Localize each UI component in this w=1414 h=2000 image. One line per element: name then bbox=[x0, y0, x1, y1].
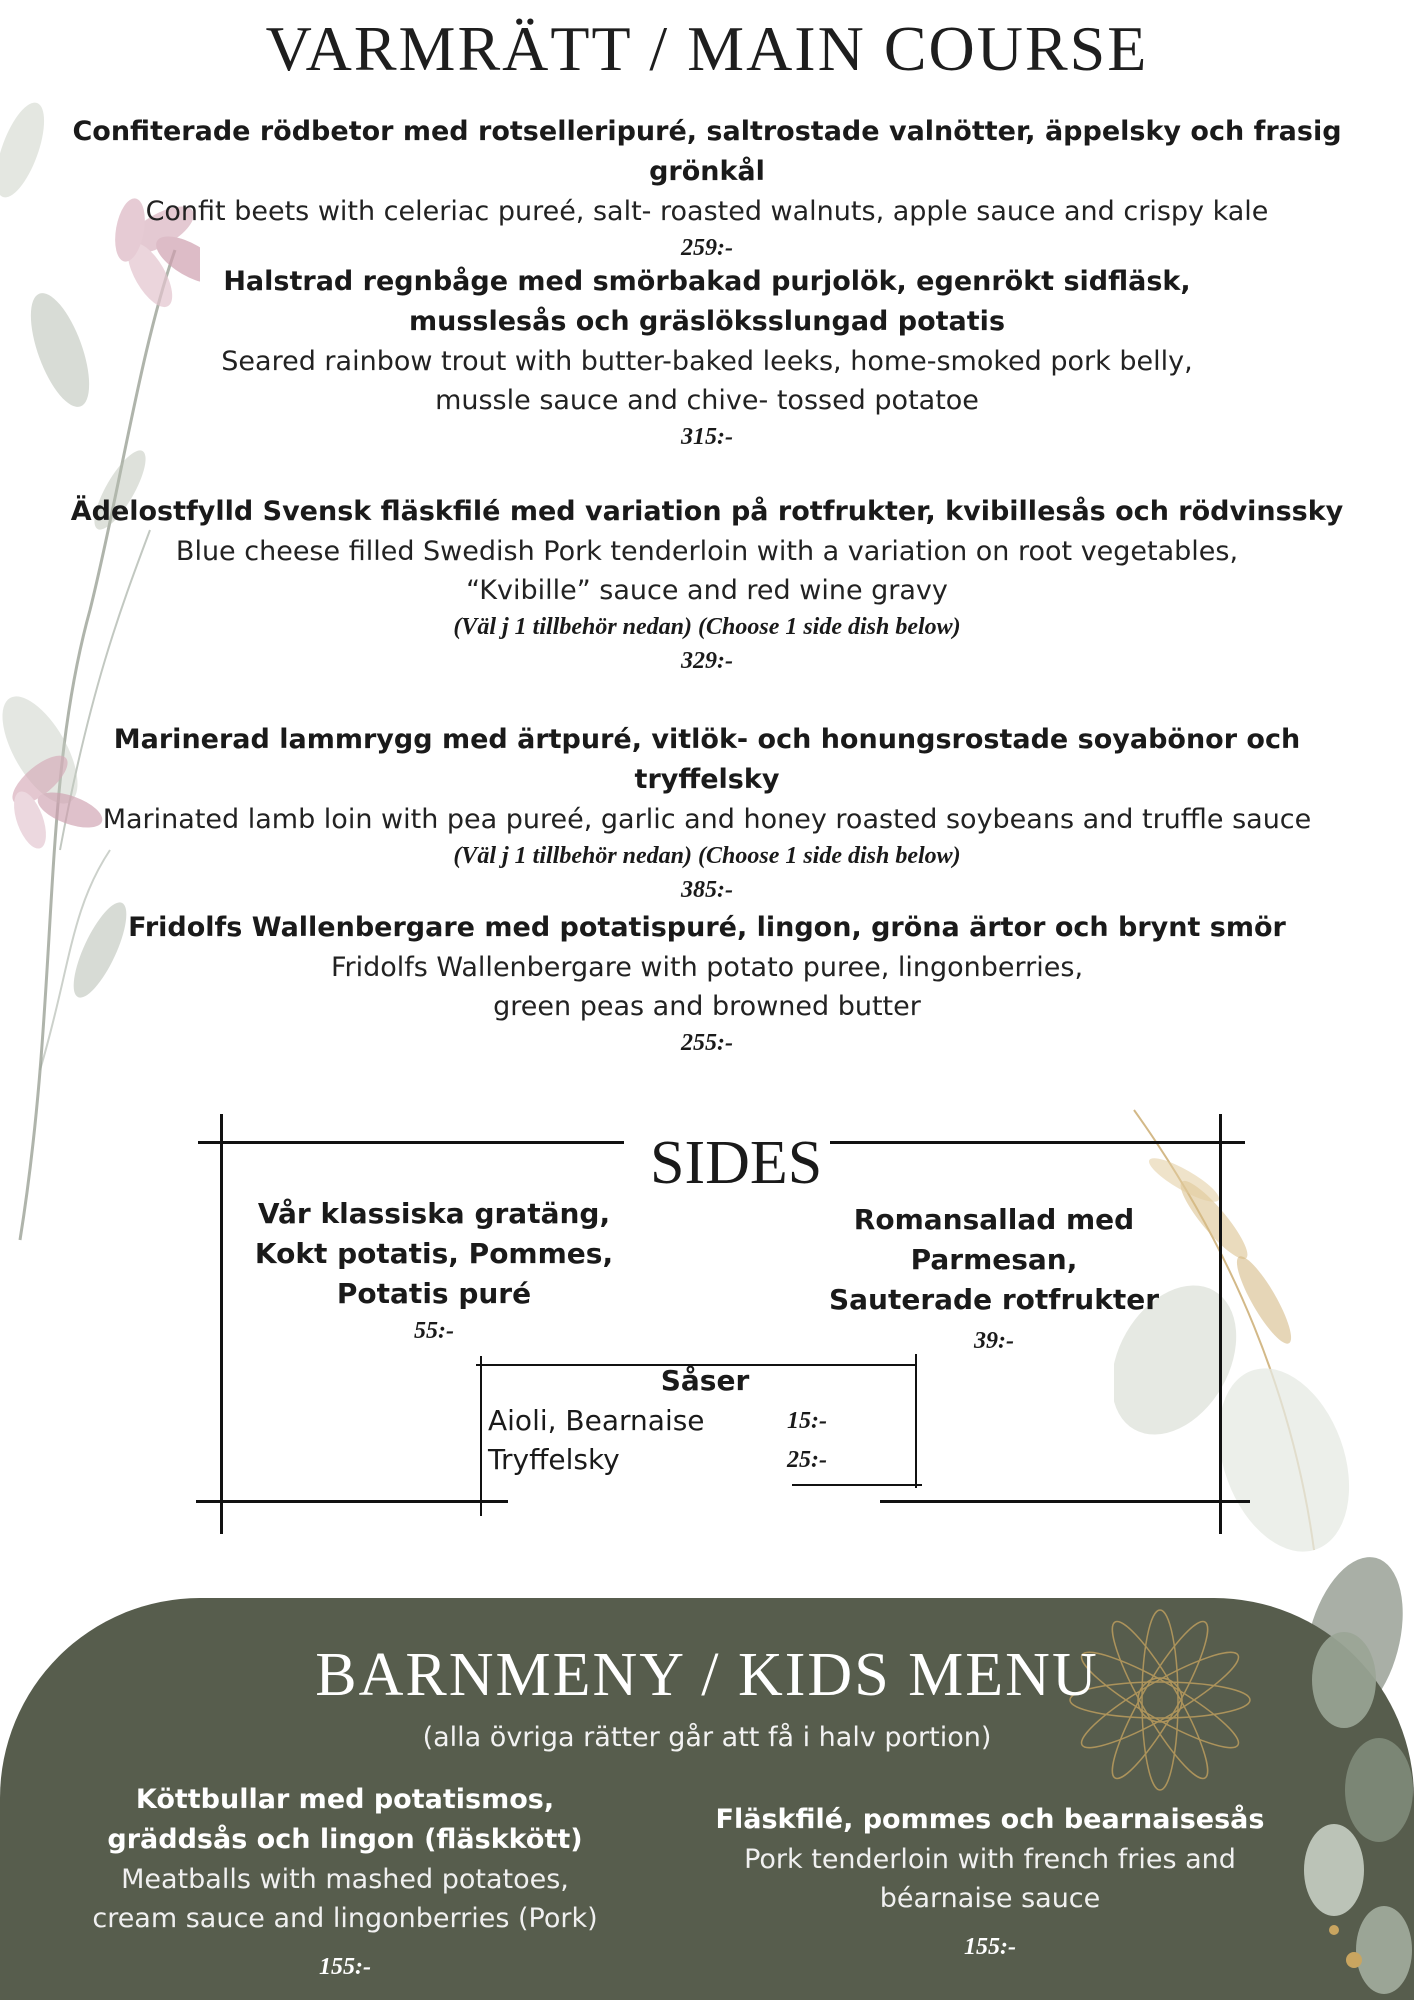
sides-frame-left bbox=[220, 1114, 223, 1534]
sides-frame-top-right bbox=[830, 1141, 1245, 1144]
kids-menu-title: BARNMENY / KIDS MENU bbox=[315, 1641, 1099, 1709]
side-line: Potatis puré bbox=[336, 1277, 532, 1310]
dish-name-en: Pork tenderloin with french fries and bbox=[744, 1844, 1236, 1875]
sauce-frame-bottom bbox=[792, 1484, 922, 1486]
sides-frame-bottom-left bbox=[196, 1500, 508, 1503]
sides-left bbox=[240, 1194, 628, 1348]
dish-name-sv: Confiterade rödbetor med rotselleripuré, saltrostade valnötter, äppelsky och frasig grönkål bbox=[72, 116, 1342, 187]
sides-frame-bottom-right bbox=[880, 1500, 1250, 1503]
dish-name-en: Confit beets with celeriac pureé, salt- roasted walnuts, apple sauce and crispy kale bbox=[145, 196, 1269, 227]
dish-name-en: Marinated lamb loin with pea pureé, garlic and honey roasted soybeans and truffle sauce bbox=[102, 804, 1312, 835]
dish-name-sv: gräddsås och lingon (fläskkött) bbox=[107, 1824, 583, 1855]
dish-name-en: Meatballs with mashed potatoes, bbox=[121, 1864, 569, 1895]
kids-dish-right bbox=[710, 1800, 1270, 1964]
dish-3 bbox=[40, 492, 1374, 678]
dish-name-en: Fridolfs Wallenbergare with potato puree, lingonberries, bbox=[330, 952, 1084, 983]
dish-name-sv: musslesås och gräslöksslungad potatis bbox=[408, 306, 1006, 337]
dish-name-en: cream sauce and lingonberries (Pork) bbox=[92, 1903, 598, 1934]
dish-price: 315:- bbox=[681, 424, 733, 450]
sauce-name: Tryffelsky bbox=[488, 1443, 620, 1476]
dish-5 bbox=[40, 908, 1374, 1060]
side-dish-note: (Väl j 1 tillbehör nedan) (Choose 1 side dish below) bbox=[453, 843, 961, 869]
sides-right bbox=[770, 1200, 1218, 1358]
sides-frame-right bbox=[1219, 1114, 1222, 1534]
dish-name-sv: Fridolfs Wallenbergare med potatispuré, lingon, gröna ärtor och brynt smör bbox=[128, 912, 1286, 943]
dish-4 bbox=[40, 720, 1374, 907]
side-price: 39:- bbox=[974, 1328, 1014, 1354]
sauces-title: Såser bbox=[660, 1364, 750, 1397]
side-price: 55:- bbox=[414, 1318, 454, 1344]
dish-2 bbox=[40, 262, 1374, 454]
dish-price: 329:- bbox=[681, 648, 733, 674]
dish-1 bbox=[40, 112, 1374, 265]
side-dish-note: (Väl j 1 tillbehör nedan) (Choose 1 side dish below) bbox=[453, 614, 961, 640]
kids-dish-left bbox=[90, 1780, 600, 1984]
sauce-price: 25:- bbox=[787, 1447, 827, 1473]
dish-name-en: béarnaise sauce bbox=[879, 1883, 1101, 1914]
dish-name-sv: Ädelostfylld Svensk fläskfilé med variation på rotfrukter, kvibillesås och rödvinssky bbox=[70, 496, 1344, 527]
dish-price: 385:- bbox=[681, 877, 733, 903]
dish-name-sv: Fläskfilé, pommes och bearnaisesås bbox=[715, 1804, 1265, 1835]
side-line: Romansallad med Parmesan, bbox=[853, 1203, 1135, 1276]
side-line: Vår klassiska gratäng, bbox=[257, 1197, 611, 1230]
dish-name-sv: Köttbullar med potatismos, bbox=[135, 1784, 555, 1815]
dish-name-sv: Halstrad regnbåge med smörbakad purjolök, egenrökt sidfläsk, bbox=[223, 266, 1191, 297]
dish-name-en: Blue cheese filled Swedish Pork tenderloin with a variation on root vegetables, bbox=[175, 536, 1239, 567]
sauce-name: Aioli, Bearnaise bbox=[488, 1404, 705, 1437]
sides-frame-top-left bbox=[198, 1141, 624, 1144]
dish-name-en: mussle sauce and chive- tossed potatoe bbox=[435, 385, 979, 416]
side-line: Sauterade rotfrukter bbox=[828, 1283, 1159, 1316]
dish-name-en: Seared rainbow trout with butter-baked leeks, home-smoked pork belly, bbox=[221, 346, 1193, 377]
main-course-title: VARMRÄTT / MAIN COURSE bbox=[265, 13, 1149, 84]
dish-price: 259:- bbox=[681, 235, 733, 261]
dish-name-sv: Marinerad lammrygg med ärtpuré, vitlök- och honungsrostade soyabönor och tryffelsky bbox=[113, 724, 1301, 795]
dish-price: 155:- bbox=[964, 1934, 1016, 1960]
dish-name-en: green peas and browned butter bbox=[493, 991, 921, 1022]
sauce-price: 15:- bbox=[787, 1408, 827, 1434]
dish-name-en: “Kvibille” sauce and red wine gravy bbox=[466, 575, 948, 606]
dish-price: 155:- bbox=[319, 1954, 371, 1980]
sides-title: SIDES bbox=[650, 1129, 823, 1197]
dish-price: 255:- bbox=[681, 1030, 733, 1056]
side-line: Kokt potatis, Pommes, bbox=[254, 1237, 614, 1270]
kids-menu-subtitle: (alla övriga rätter går att få i halv portion) bbox=[422, 1722, 992, 1753]
